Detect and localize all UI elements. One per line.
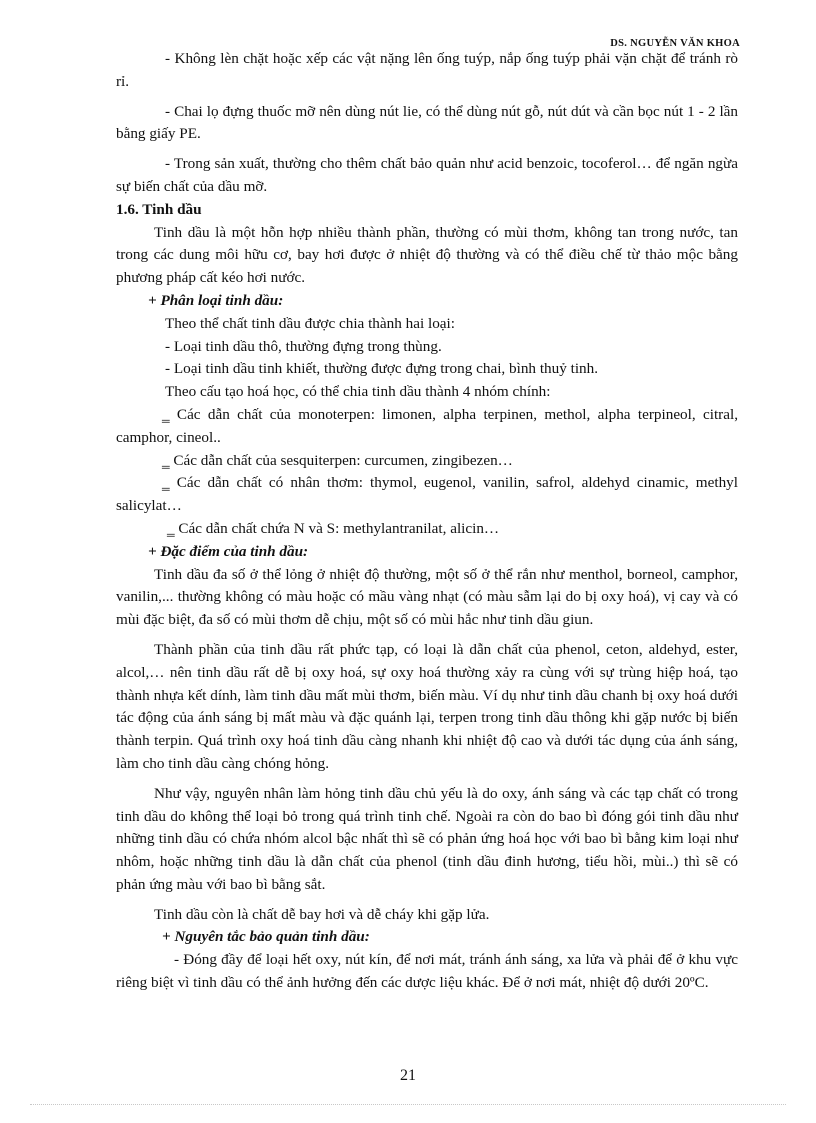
paragraph: Theo thể chất tinh dầu được chia thành hai loại: <box>165 314 455 332</box>
paragraph: Thành phần của tinh dầu rất phức tạp, có loại là dẫn chất của phenol, ceton, aldehyd, ester, alcol,… nên tinh dầu rất dễ bị oxy hoá, sự oxy hoá thường xảy ra cùng với sự trùng hiệp hoá, tạo thành nhựa kết dính, làm tinh dầu mất mùi thơm, biến màu. Ví dụ như tinh dầu chanh bị oxy hoá dưới tác động của ánh sáng bị mất màu và đặc quánh lại, terpen trong tinh dầu thông khi gặp nước bị biến thành terpin. Quá trình oxy hoá tinh dầu càng nhanh khi nhiệt độ cao và dưới tác dụng của ánh sáng, làm cho tinh dầu càng chóng hỏng. <box>116 640 738 772</box>
page-number: 21 <box>400 1067 416 1084</box>
subsection-heading: + Đặc điểm của tinh dầu: <box>148 542 309 560</box>
paragraph: Theo cấu tạo hoá học, có thể chia tinh dầu thành 4 nhóm chính: <box>165 383 551 401</box>
list-item: ‗ Các dẫn chất chứa N và S: methylantranilat, alicin… <box>167 519 500 537</box>
header-author: DS. NGUYỄN VĂN KHOA <box>610 38 740 49</box>
paragraph: - Trong sản xuất, thường cho thêm chất bảo quản như acid benzoic, tocoferol… để ngăn ngừa sự biến chất của dầu mỡ. <box>116 155 738 195</box>
paragraph: - Không lèn chặt hoặc xếp các vật nặng lên ống tuýp, nắp ống tuýp phải vặn chặt để tránh rò rỉ. <box>116 50 738 90</box>
paragraph: Tinh dầu là một hỗn hợp nhiều thành phần, thường có mùi thơm, không tan trong nước, tan trong các dung môi hữu cơ, bay hơi được ở nhiệt độ thường và có thể điều chế từ thảo mộc bằng phương pháp cất kéo hơi nước. <box>116 223 738 287</box>
paragraph: - Đóng đầy để loại hết oxy, nút kín, để nơi mát, tránh ánh sáng, xa lửa và phải để ở khu vực riêng biệt vì tinh dầu có thể ảnh hưởng đến các dược liệu khác. Để ở nơi mát, nhiệt độ dưới 20ºC. <box>116 951 738 992</box>
list-item: - Loại tinh dầu tinh khiết, thường được đựng trong chai, bình thuỷ tinh. <box>165 360 599 378</box>
list-item: ‗ Các dẫn chất của monoterpen: limonen, alpha terpinen, methol, alpha terpineol, citral, camphor, cineol.. <box>116 405 738 446</box>
paragraph: - Chai lọ đựng thuốc mỡ nên dùng nút lie, có thể dùng nút gỗ, nút dút và cần bọc nút 1 - 2 lần bằng giấy PE. <box>116 102 738 143</box>
page-body <box>116 48 738 995</box>
footer-divider <box>30 1104 786 1105</box>
list-item: ‗ Các dẫn chất có nhân thơm: thymol, eugenol, vanilin, safrol, aldehyd cinamic, methyl salicylat… <box>116 474 738 515</box>
paragraph: Tinh dầu còn là chất dễ bay hơi và dễ cháy khi gặp lửa. <box>154 905 490 923</box>
subsection-heading: + Nguyên tắc bảo quản tinh dầu: <box>162 928 370 946</box>
paragraph: Tinh dầu đa số ở thể lỏng ở nhiệt độ thường, một số ở thể rắn như menthol, borneol, camphor, vanilin,... thường không có màu hoặc có mầu vàng nhạt (có màu sẫm lại do bị oxy hoá), vị cay và có mùi đặc biệt, đa số có mùi thơm dễ chịu, một số có mùi hắc như tinh dầu giun. <box>116 565 738 629</box>
section-heading: 1.6. Tinh dầu <box>116 200 202 218</box>
list-item: - Loại tinh dầu thô, thường đựng trong thùng. <box>165 337 442 355</box>
list-item: ‗ Các dẫn chất của sesquiterpen: curcumen, zingibezen… <box>162 451 513 469</box>
paragraph: Như vậy, nguyên nhân làm hỏng tinh dầu chủ yếu là do oxy, ánh sáng và các tạp chất có trong tinh dầu do không thể loại bỏ trong quá trình tinh chế. Ngoài ra còn do bao bì đóng gói tinh dầu như những tinh dầu có chứa nhóm alcol bậc nhất thì sẽ có phản ứng hoá học với bao bì bằng kim loại như nhôm, hoặc những tinh dầu là dẫn chất của phenol (tinh dầu đinh hương, tiểu hồi, mùi..) thì sẽ có phản ứng màu với bao bì bằng sắt. <box>116 784 738 893</box>
subsection-heading: + Phân loại tinh dầu: <box>148 291 284 309</box>
